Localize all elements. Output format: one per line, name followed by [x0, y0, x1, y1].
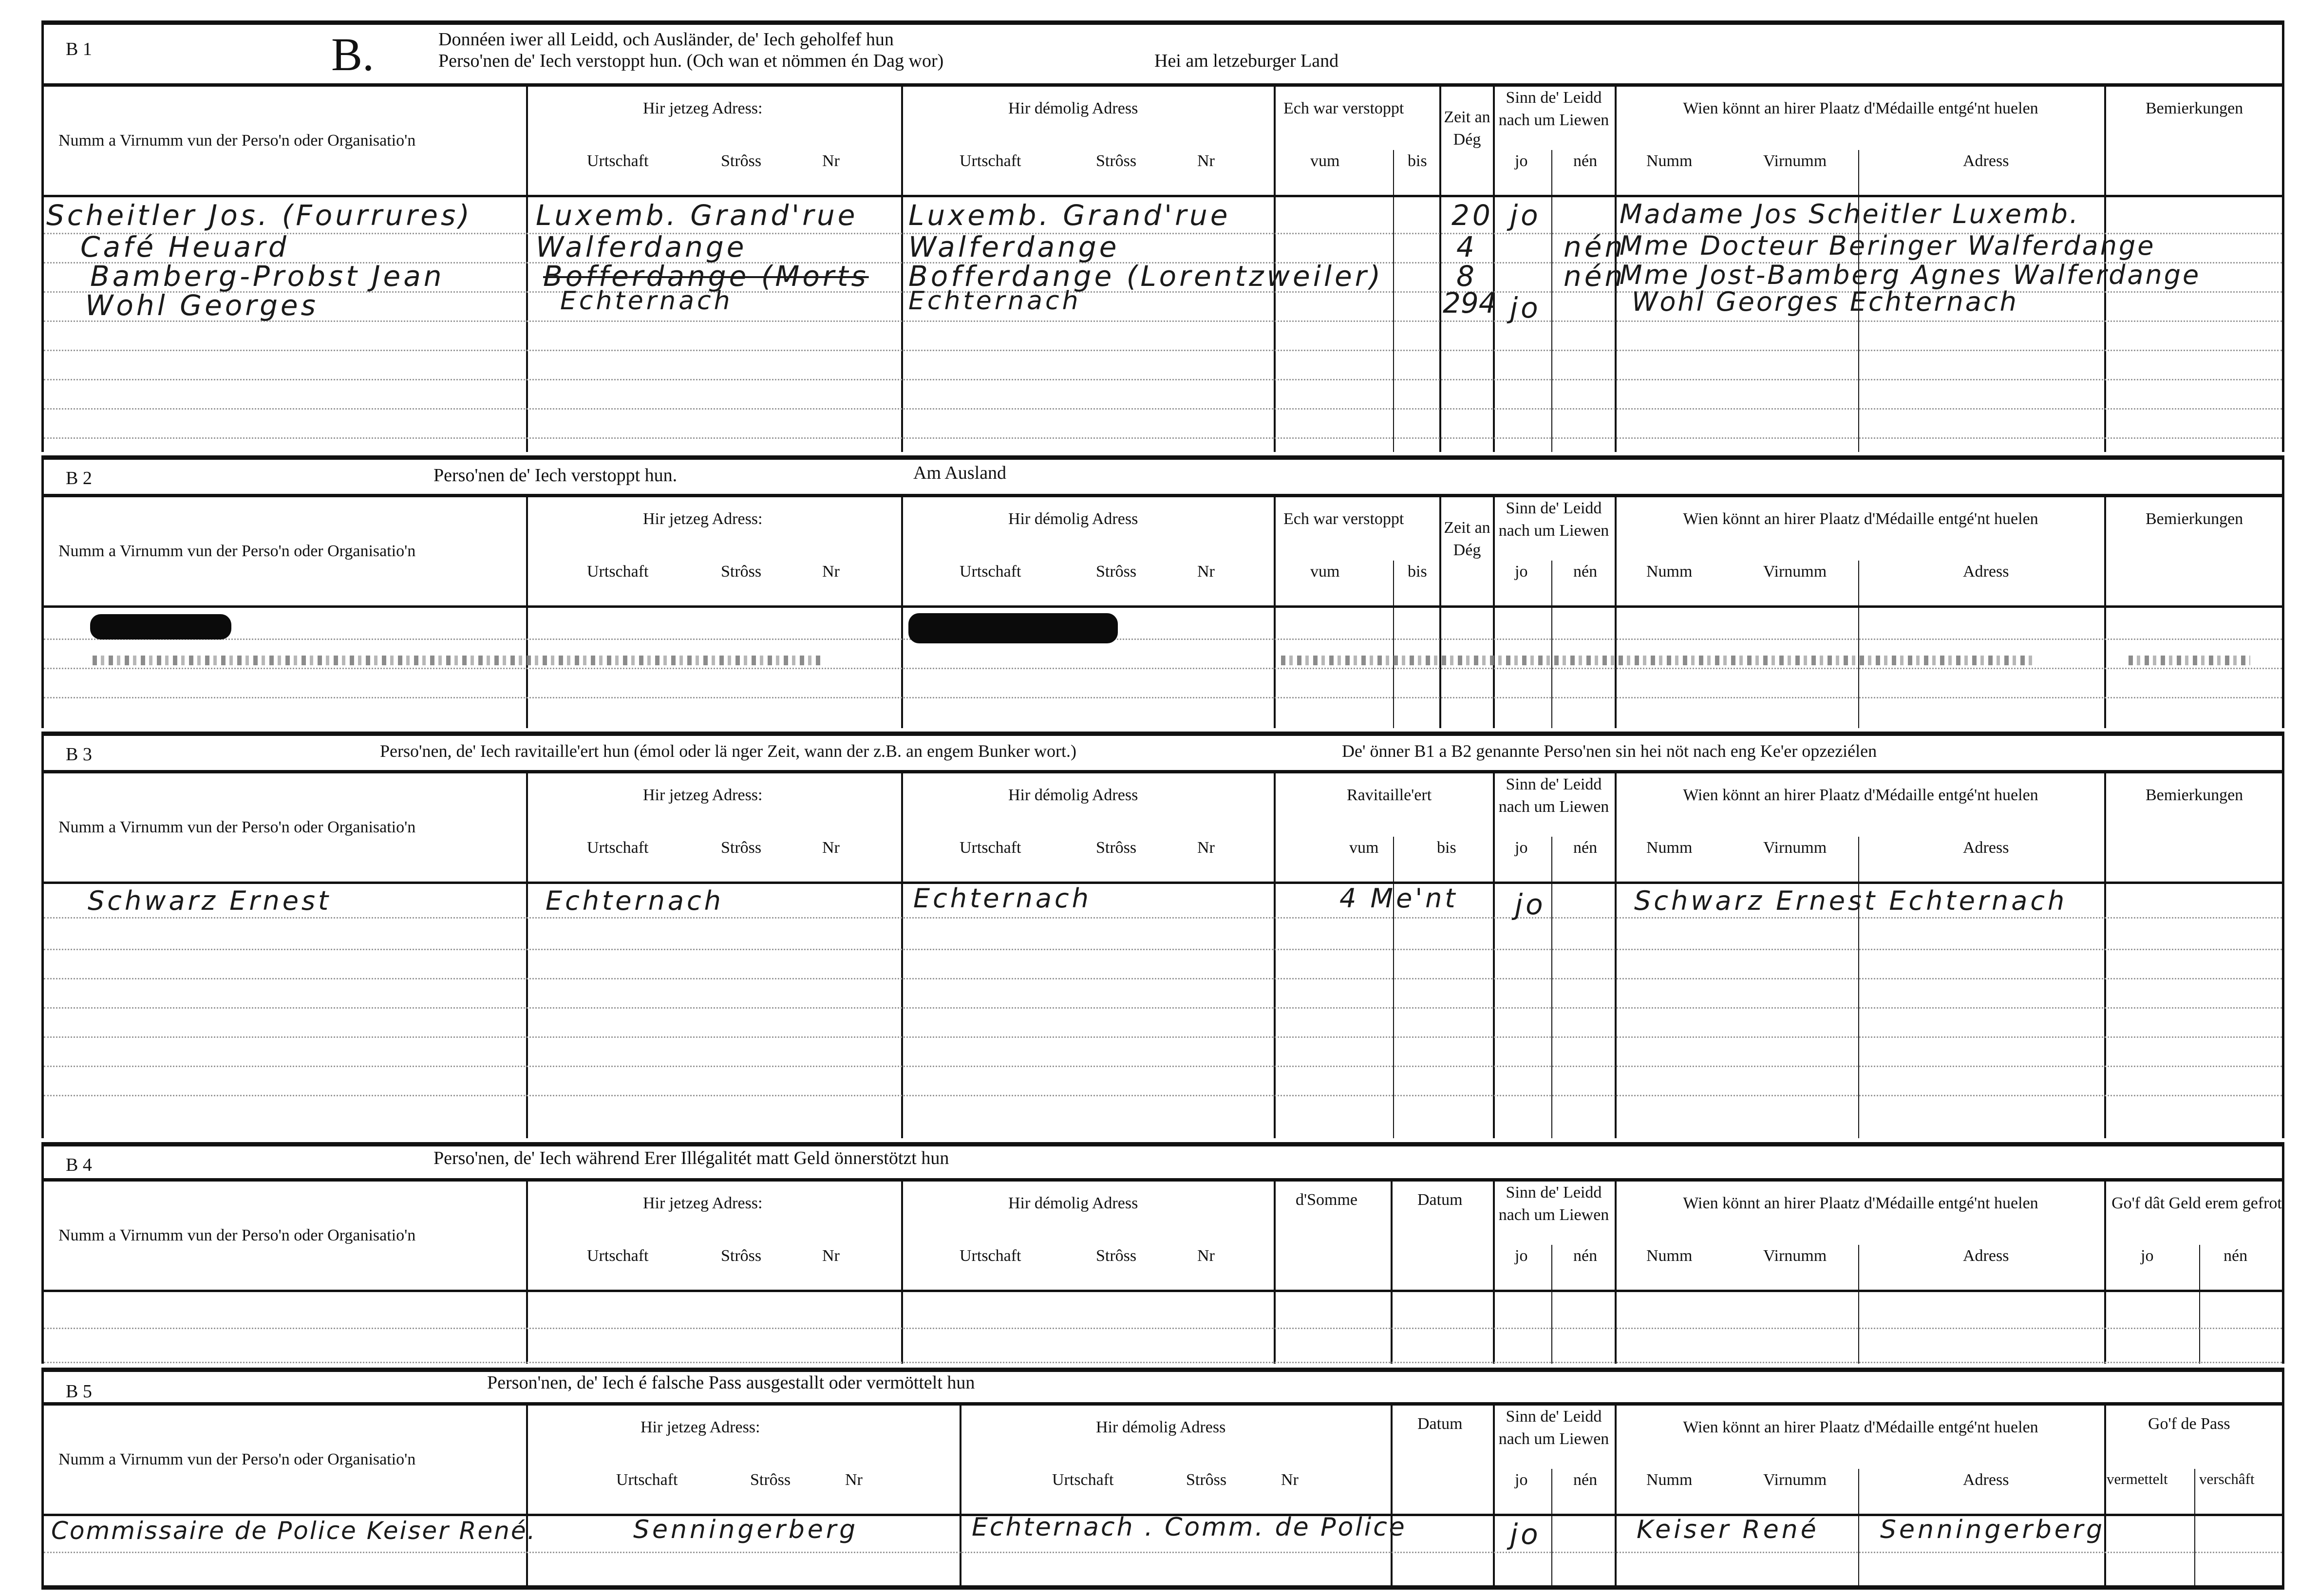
table-row: Café Heuard — [80, 230, 289, 263]
hidden-header: Ech war verstoppt — [1283, 99, 1404, 117]
street-header: Strôss — [721, 1247, 762, 1265]
medal-address-header: Adress — [1963, 839, 2009, 857]
section-id: B 1 — [66, 39, 92, 59]
current-address-cell: Senningerberg — [633, 1515, 859, 1544]
medal-address-header: Adress — [1963, 563, 2009, 581]
medal-name-header: Numm — [1646, 563, 1693, 581]
to-header: bis — [1408, 152, 1427, 170]
town-header: Urtschaft — [587, 563, 649, 581]
street-header: Strôss — [1096, 839, 1137, 857]
former-address-header: Hir démolig Adress — [1008, 510, 1138, 528]
remarks-header: Bemierkungen — [2146, 786, 2243, 804]
town-header: Urtschaft — [587, 1247, 649, 1265]
town-header: Urtschaft — [960, 1247, 1021, 1265]
current-address-header: Hir jetzeg Adress: — [643, 786, 763, 804]
from-header: vum — [1349, 839, 1379, 857]
alive-yes-cell: jo — [1510, 199, 1541, 232]
medal-cell: Schwarz Ernest Echternach — [1634, 885, 2068, 916]
nr-header: Nr — [822, 1247, 840, 1265]
current-address-header: Hir jetzeg Adress: — [643, 1194, 763, 1212]
nr-header: Nr — [1197, 152, 1215, 170]
former-address-header: Hir démolig Adress — [1008, 99, 1138, 117]
name-header: Numm a Virnumm vun der Perso'n oder Organisatio'n — [58, 131, 416, 150]
section-id: B 4 — [66, 1155, 92, 1175]
section-id: B 5 — [66, 1381, 92, 1402]
section-b1 — [41, 20, 2284, 452]
medal-firstname-header: Virnumm — [1763, 839, 1827, 857]
obtained-header: verschâft — [2199, 1470, 2255, 1487]
current-address-cell: Echternach — [560, 286, 733, 316]
street-header: Strôss — [1096, 1247, 1137, 1265]
medal-cell: Mme Jost-Bamberg Agnes Walferdange — [1620, 260, 2201, 290]
issued-header: vermettelt — [2107, 1470, 2168, 1487]
given-back-header: Go'f dât Geld erem gefrot — [2111, 1194, 2282, 1212]
section-b3 — [41, 732, 2284, 1138]
medal-address-cell: Senningerberg — [1880, 1515, 2106, 1544]
current-address-cell: Bofferdange (Morts — [543, 260, 869, 293]
section-id: B 2 — [66, 468, 92, 488]
no-header: nén — [2224, 1247, 2248, 1265]
no-header: nén — [1573, 839, 1598, 857]
town-header: Urtschaft — [1052, 1471, 1114, 1489]
medal-name-cell: Keiser René — [1637, 1515, 1819, 1544]
section-title-tail: De' önner B1 a B2 genannte Perso'nen sin hei nöt nach eng Ke'er opzeziélen — [1342, 741, 1877, 761]
days-header: Zeit an Dég — [1444, 108, 1490, 149]
medal-firstname-header: Virnumm — [1763, 152, 1827, 170]
alive-no-cell: nén — [1564, 260, 1626, 293]
hidden-header: Ech war verstoppt — [1283, 510, 1404, 528]
town-header: Urtschaft — [587, 152, 649, 170]
days-cell: 4 — [1456, 230, 1477, 263]
from-header: vum — [1310, 152, 1340, 170]
medal-address-header: Adress — [1963, 1471, 2009, 1489]
section-title-tail: Am Ausland — [913, 463, 1007, 483]
section-id: B 3 — [66, 744, 92, 765]
nr-header: Nr — [822, 839, 840, 857]
date-header: Datum — [1417, 1191, 1463, 1209]
redaction-mark — [908, 613, 1118, 643]
table — [44, 1402, 2282, 1585]
no-header: nén — [1573, 1471, 1598, 1489]
table-row: Scheitler Jos. (Fourrures) — [46, 199, 472, 232]
days-header: Zeit an Dég — [1444, 519, 1490, 559]
section-title: Perso'nen de' Iech verstoppt hun. — [433, 465, 678, 486]
medal-address-header: Adress — [1963, 1247, 2009, 1265]
section-title: Donnéen iwer all Leidd, och Ausländer, de' Iech geholfef hun — [438, 29, 894, 50]
medal-cell: Mme Docteur Beringer Walferdange — [1620, 230, 2156, 261]
sum-header: d'Somme — [1296, 1191, 1358, 1209]
former-address-cell: Echternach — [913, 883, 1092, 914]
medal-header: Wien könnt an hirer Plaatz d'Médaille entgé'nt huelen — [1683, 786, 2038, 804]
former-address-cell: Echternach . Comm. de Police — [972, 1513, 1407, 1542]
current-address-cell: Walferdange — [536, 230, 747, 263]
street-header: Strôss — [721, 152, 762, 170]
alive-header: Sinn de' Leidd nach um Liewen — [1498, 1183, 1609, 1224]
medal-name-header: Numm — [1646, 1471, 1693, 1489]
street-header: Strôss — [721, 563, 762, 581]
alive-yes-cell: jo — [1510, 291, 1541, 324]
yes-header: jo — [1515, 152, 1528, 170]
table-row: Wohl Georges — [85, 289, 319, 322]
days-cell: 20 — [1451, 199, 1493, 232]
street-header: Strôss — [721, 839, 762, 857]
medal-header: Wien könnt an hirer Plaatz d'Médaille entgé'nt huelen — [1683, 510, 2038, 528]
town-header: Urtschaft — [960, 839, 1021, 857]
section-title: Perso'nen, de' Iech während Erer Illégalitét matt Geld önnerstötzt hun — [433, 1148, 949, 1168]
nr-header: Nr — [1197, 839, 1215, 857]
nr-header: Nr — [1197, 563, 1215, 581]
name-header: Numm a Virnumm vun der Perso'n oder Organisatio'n — [58, 818, 416, 836]
to-header: bis — [1437, 839, 1456, 857]
medal-header: Wien könnt an hirer Plaatz d'Médaille entgé'nt huelen — [1683, 1418, 2038, 1436]
section-title: Perso'nen, de' Iech ravitaille'ert hun (émol oder lä nger Zeit, wann der z.B. an engem Bunker wort.) — [380, 741, 1076, 761]
table-row: Bamberg-Probst Jean — [90, 260, 445, 293]
street-header: Strôss — [1096, 152, 1137, 170]
days-cell: 8 — [1456, 260, 1477, 293]
no-header: nén — [1573, 563, 1598, 581]
date-header: Datum — [1417, 1415, 1463, 1433]
table — [44, 83, 2282, 452]
name-header: Numm a Virnumm vun der Perso'n oder Organisatio'n — [58, 1450, 416, 1468]
town-header: Urtschaft — [616, 1471, 678, 1489]
table — [44, 770, 2282, 1138]
alive-no-cell: nén — [1564, 230, 1626, 263]
table — [44, 1178, 2282, 1364]
form-letter: B. — [331, 28, 375, 80]
nr-header: Nr — [822, 563, 840, 581]
remarks-header: Bemierkungen — [2146, 99, 2243, 117]
passes-header: Go'f de Pass — [2148, 1415, 2230, 1433]
remarks-header: Bemierkungen — [2146, 510, 2243, 528]
former-address-cell: Walferdange — [908, 230, 1120, 263]
current-address-cell: Echternach — [546, 885, 724, 916]
former-address-cell: Luxemb. Grand'rue — [908, 199, 1231, 232]
nr-header: Nr — [1197, 1247, 1215, 1265]
alive-yes-cell: jo — [1510, 1518, 1541, 1551]
current-address-header: Hir jetzeg Adress: — [643, 510, 763, 528]
former-address-header: Hir démolig Adress — [1008, 1194, 1138, 1212]
yes-header: jo — [1515, 563, 1528, 581]
name-header: Numm a Virnumm vun der Perso'n oder Organisatio'n — [58, 1226, 416, 1244]
nr-header: Nr — [822, 152, 840, 170]
former-address-cell: Bofferdange (Lorentzweiler) — [908, 260, 1384, 293]
former-address-cell: Echternach — [908, 286, 1081, 316]
from-header: vum — [1310, 563, 1340, 581]
section-b4 — [41, 1142, 2284, 1364]
erased-text — [93, 656, 823, 665]
days-cell: 294 — [1443, 286, 1497, 319]
alive-header: Sinn de' Leidd nach um Liewen — [1498, 1408, 1609, 1448]
street-header: Strôss — [1096, 563, 1137, 581]
name-header: Numm a Virnumm vun der Perso'n oder Organisatio'n — [58, 542, 416, 560]
section-title-tail: Hei am letzeburger Land — [1154, 51, 1339, 71]
yes-header: jo — [2141, 1247, 2154, 1265]
yes-header: jo — [1515, 1247, 1528, 1265]
erased-text — [2129, 656, 2250, 665]
town-header: Urtschaft — [960, 152, 1021, 170]
yes-header: jo — [1515, 839, 1528, 857]
medal-name-header: Numm — [1646, 152, 1693, 170]
nr-header: Nr — [1281, 1471, 1299, 1489]
no-header: nén — [1573, 1247, 1598, 1265]
medal-firstname-header: Virnumm — [1763, 1247, 1827, 1265]
medal-header: Wien könnt an hirer Plaatz d'Médaille entgé'nt huelen — [1683, 1194, 2038, 1212]
alive-yes-cell: jo — [1515, 888, 1546, 921]
alive-header: Sinn de' Leidd nach um Liewen — [1498, 499, 1609, 540]
table — [44, 494, 2282, 728]
medal-name-header: Numm — [1646, 839, 1693, 857]
alive-header: Sinn de' Leidd nach um Liewen — [1498, 775, 1609, 816]
table-row: Commissaire de Police Keiser René. — [51, 1517, 537, 1545]
street-header: Strôss — [750, 1471, 791, 1489]
former-address-header: Hir démolig Adress — [1008, 786, 1138, 804]
supplied-cell: 4 Me'nt — [1339, 883, 1458, 914]
yes-header: jo — [1515, 1471, 1528, 1489]
section-title: Person'nen, de' Iech é falsche Pass ausgestallt oder vermöttelt hun — [487, 1372, 975, 1393]
table-row: Schwarz Ernest — [88, 885, 332, 916]
to-header: bis — [1408, 563, 1427, 581]
medal-name-header: Numm — [1646, 1247, 1693, 1265]
current-address-cell: Luxemb. Grand'rue — [536, 199, 858, 232]
medal-firstname-header: Virnumm — [1763, 563, 1827, 581]
medal-cell: Madame Jos Scheitler Luxemb. — [1620, 199, 2080, 229]
alive-header: Sinn de' Leidd nach um Liewen — [1498, 89, 1609, 129]
medal-header: Wien könnt an hirer Plaatz d'Médaille entgé'nt huelen — [1683, 99, 2038, 117]
former-address-header: Hir démolig Adress — [1096, 1418, 1226, 1436]
street-header: Strôss — [1186, 1471, 1227, 1489]
supplied-header: Ravitaille'ert — [1347, 786, 1432, 804]
section-title-2: Perso'nen de' Iech verstoppt hun. (Och wan et nömmen én Dag wor) — [438, 51, 944, 71]
town-header: Urtschaft — [960, 563, 1021, 581]
medal-cell: Wohl Georges Echternach — [1632, 286, 2018, 317]
section-b2 — [41, 455, 2284, 728]
redaction-mark — [90, 614, 231, 639]
medal-firstname-header: Virnumm — [1763, 1471, 1827, 1489]
section-b5 — [41, 1368, 2284, 1590]
erased-text — [1281, 656, 2036, 665]
no-header: nén — [1573, 152, 1598, 170]
town-header: Urtschaft — [587, 839, 649, 857]
current-address-header: Hir jetzeg Adress: — [643, 99, 763, 117]
current-address-header: Hir jetzeg Adress: — [641, 1418, 760, 1436]
medal-address-header: Adress — [1963, 152, 2009, 170]
nr-header: Nr — [845, 1471, 863, 1489]
